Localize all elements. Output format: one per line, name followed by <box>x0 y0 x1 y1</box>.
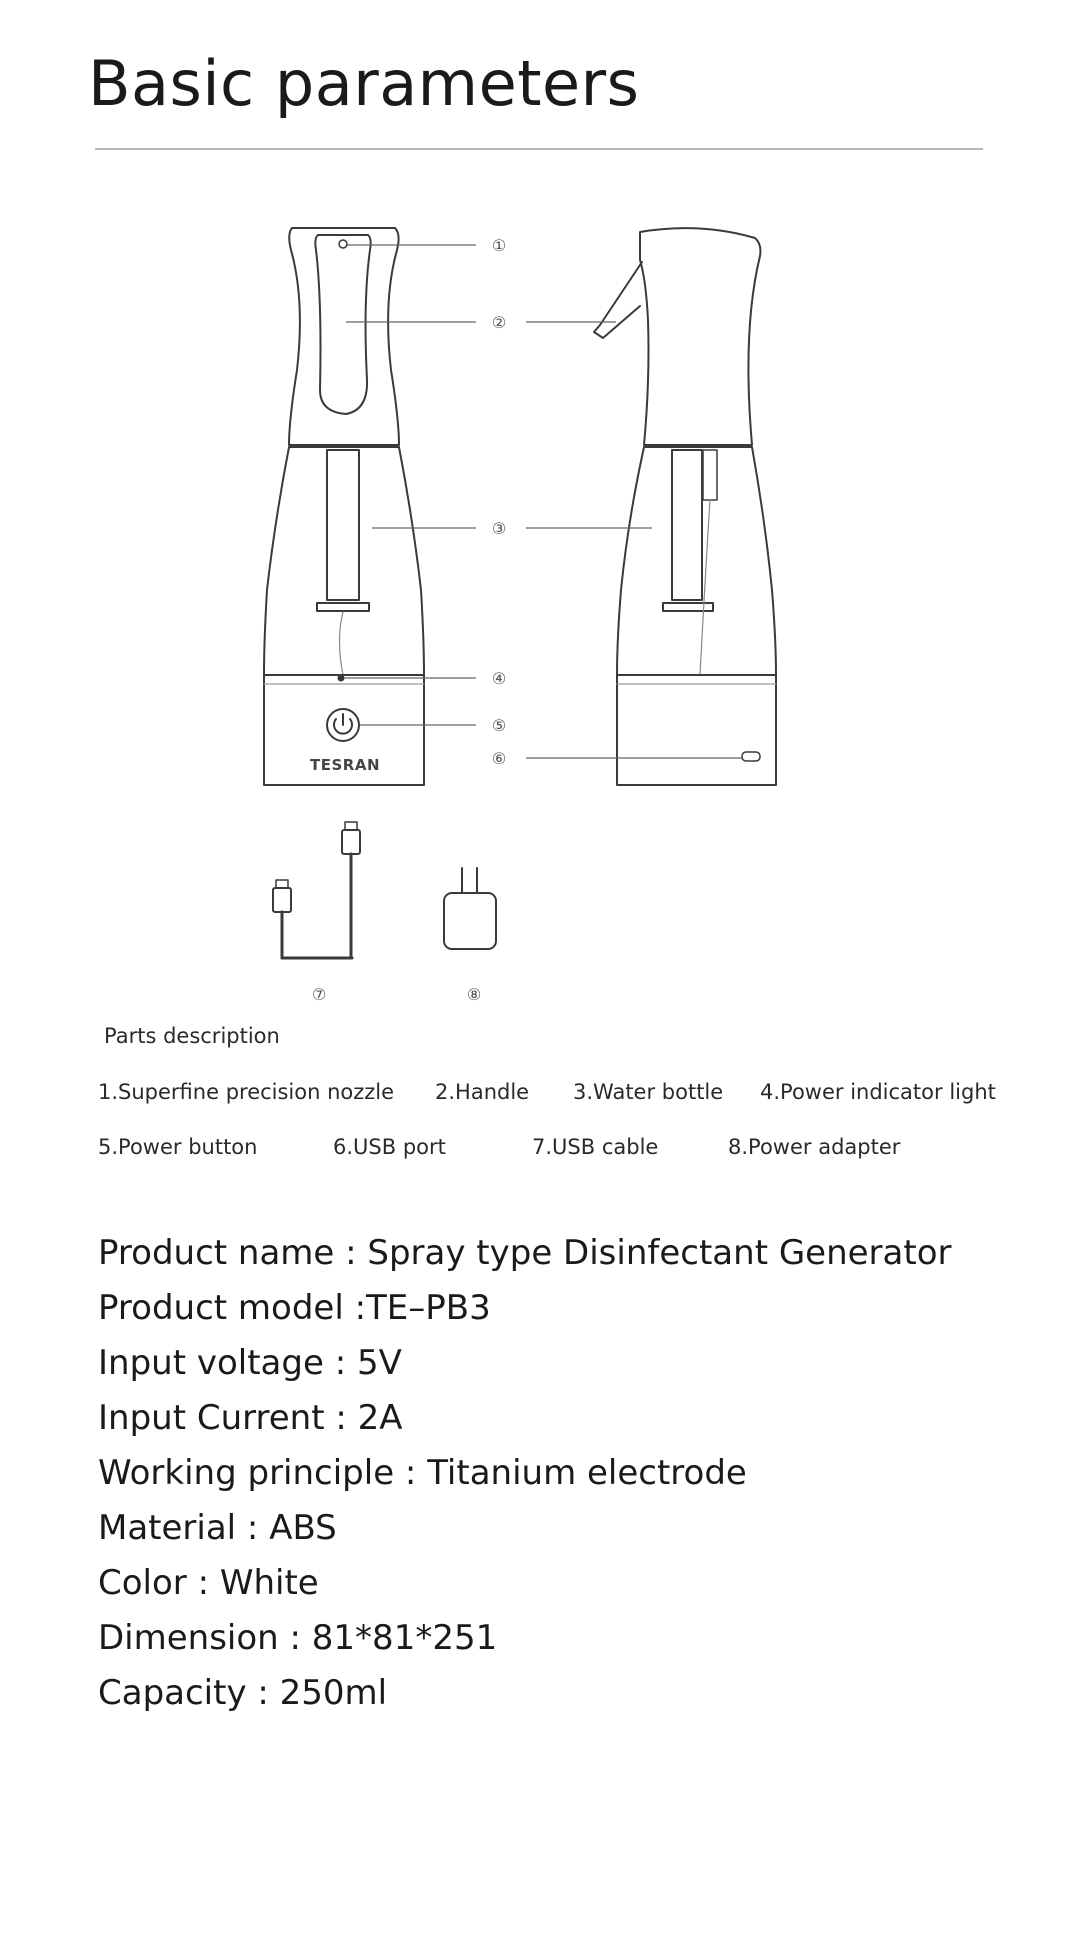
part-item-nozzle: 1.Superfine precision nozzle <box>98 1080 395 1104</box>
side-base-outline <box>617 675 776 785</box>
side-dip-tube <box>672 450 702 600</box>
part-item-usb-cable: 7.USB cable <box>532 1135 659 1159</box>
usb-port-icon <box>742 752 760 761</box>
spec-product-name: Product name : Spray type Disinfectant Generator <box>98 1233 952 1273</box>
callout-3: ③ <box>491 519 507 538</box>
front-head-outline <box>289 228 399 445</box>
callout-4: ④ <box>491 669 507 688</box>
trigger-outline <box>594 262 642 338</box>
part-item-indicator-light: 4.Power indicator light <box>760 1080 996 1104</box>
spec-capacity: Capacity : 250ml <box>98 1673 388 1713</box>
page-title: Basic parameters <box>88 47 640 120</box>
spec-color: Color : White <box>98 1563 319 1603</box>
callout-7: ⑦ <box>311 985 327 1004</box>
spec-material: Material : ABS <box>98 1508 337 1548</box>
part-item-power-button: 5.Power button <box>98 1135 258 1159</box>
callout-1: ① <box>491 236 507 255</box>
power-indicator-icon <box>339 676 344 681</box>
parts-heading: Parts description <box>104 1024 280 1048</box>
brand-logo: TESRAN <box>310 756 380 774</box>
callout-2: ② <box>491 313 507 332</box>
callout-8: ⑧ <box>466 985 482 1004</box>
spec-input-current: Input Current : 2A <box>98 1398 403 1438</box>
part-item-usb-port: 6.USB port <box>333 1135 446 1159</box>
usb-cable-icon <box>273 822 360 958</box>
nozzle-icon <box>339 240 347 248</box>
spec-dimension: Dimension : 81*81*251 <box>98 1618 498 1658</box>
spec-product-model: Product model :TE–PB3 <box>98 1288 491 1328</box>
part-item-power-adapter: 8.Power adapter <box>728 1135 901 1159</box>
side-bottle-outline <box>617 447 776 675</box>
spec-list <box>98 1226 952 1721</box>
part-item-water-bottle: 3.Water bottle <box>573 1080 724 1104</box>
dip-tube <box>327 450 359 600</box>
power-adapter-icon <box>444 868 496 949</box>
handle-slot-outline <box>315 235 370 414</box>
spec-working-principle: Working principle : Titanium electrode <box>98 1453 747 1493</box>
side-head-outline <box>640 228 760 445</box>
front-bottle-outline <box>264 447 424 675</box>
spec-input-voltage: Input voltage : 5V <box>98 1343 402 1383</box>
callout-6: ⑥ <box>491 749 507 768</box>
callout-5: ⑤ <box>491 716 507 735</box>
tube-base <box>317 603 369 611</box>
part-item-handle: 2.Handle <box>435 1080 530 1104</box>
